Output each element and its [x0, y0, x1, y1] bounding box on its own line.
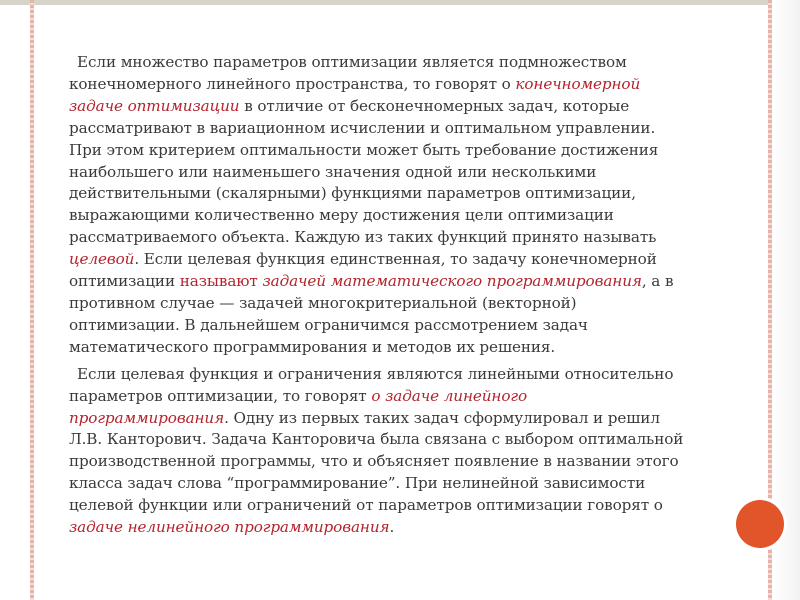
accent-circle-icon — [736, 500, 784, 548]
text-segment: Если целевая функция и ограничения являются линейными относительно параметров оптимизации, то говорят — [69, 364, 674, 405]
top-frame-line — [0, 0, 800, 5]
paragraph-2 — [69, 364, 689, 539]
paragraph-1 — [69, 52, 689, 359]
highlighted-term-called: называют — [179, 272, 258, 291]
text-segment: . Одну из первых таких задач сформулировал и решил Л.В. Канторович. Задача Канторовича была связана с выбором оптимальной производственной программы, что и объясняет появление в названии этого класса задач слова “программирование”. При нелинейной зависимости целевой функции или ограничений от параметров оптимизации говорят о — [69, 408, 684, 515]
left-decorative-border — [30, 0, 34, 600]
text-segment: Если множество параметров оптимизации является подмножеством конечномерного линейного пространства, то говорят о — [69, 53, 627, 93]
highlighted-term-target: целевой — [69, 250, 135, 269]
text-segment: в отличие от бесконечномерных задач, которые рассматривают в вариационном исчислении и оптимальном управлении. При этом критерием оптимальности может быть требование достижения наибольшего или наименьшего значения одной или несколькими действительными (скалярными) функциями параметров оптимизации, выражающими количественно меру достижения цели оптимизации рассматриваемого объекта. Каждую из таких функций принято называть — [69, 96, 659, 247]
slide-text-body — [69, 52, 689, 544]
highlighted-term-math-programming: задачей математического программирования — [262, 272, 642, 291]
highlighted-term-finite-dim-problem: конечномерной задаче оптимизации — [69, 74, 641, 115]
highlighted-term-linear-programming: о задаче линейного программирования — [69, 386, 527, 427]
text-segment: , а в противном случае — задачей многокритериальной (векторной) оптимизации. В дальнейшем ограничимся рассмотрением задач математического программирования и методов их решения. — [69, 272, 674, 356]
text-segment: . — [389, 518, 395, 537]
highlighted-term-nonlinear-programming: задаче нелинейного программирования — [69, 518, 390, 537]
text-segment: . Если целевая функция единственная, то задачу конечномерной оптимизации — [69, 250, 657, 291]
